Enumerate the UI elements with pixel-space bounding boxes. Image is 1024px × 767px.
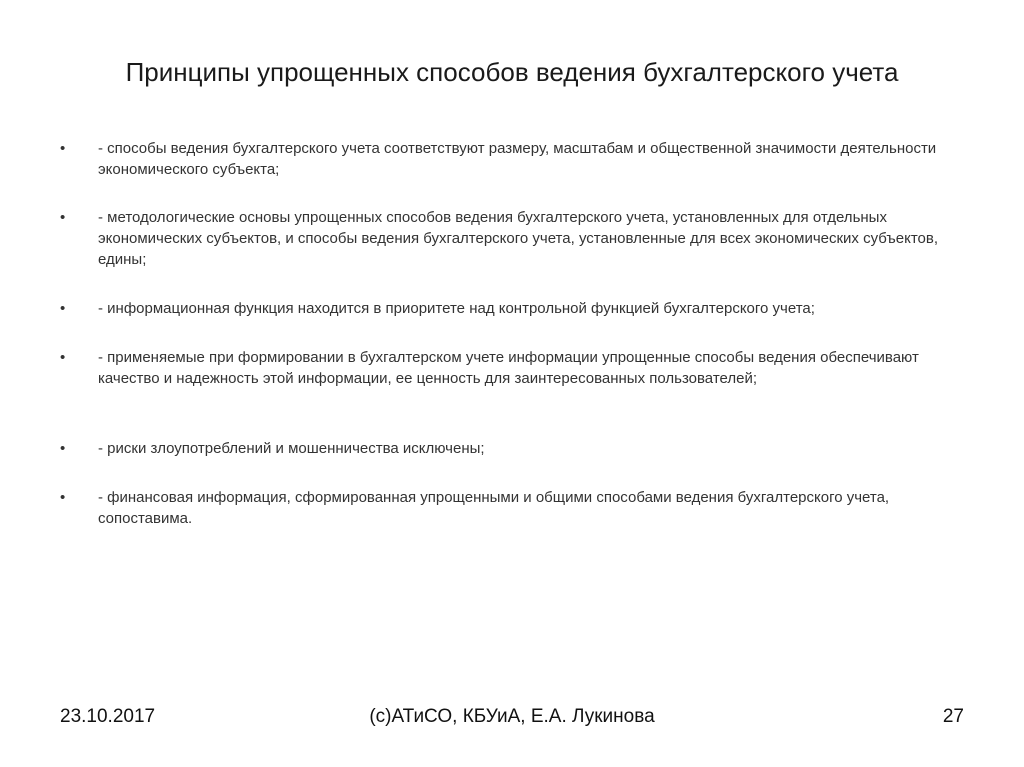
bullet-text: - риски злоупотреблений и мошенничества исключены; xyxy=(98,440,485,457)
bullet-item xyxy=(60,438,960,459)
bullet-marker: • xyxy=(60,440,66,457)
bullet-marker: • xyxy=(60,209,66,226)
bullet-item xyxy=(60,298,960,319)
bullet-text: - применяемые при формировании в бухгалтерском учете информации упрощенные способы ведения обеспечивают качество и надежность этой информации, ее ценность для заинтересованных пользователей; xyxy=(98,349,919,387)
bullet-text: - финансовая информация, сформированная упрощенными и общими способами ведения бухгалтерского учета, сопоставима. xyxy=(98,489,890,527)
bullet-text: - информационная функция находится в приоритете над контрольной функцией бухгалтерского учета; xyxy=(98,300,815,317)
bullet-text: - способы ведения бухгалтерского учета соответствуют размеру, масштабам и общественной значимости деятельности экономического субъекта; xyxy=(98,140,937,178)
bullet-item xyxy=(60,347,960,389)
bullet-item xyxy=(60,207,960,270)
bullet-marker: • xyxy=(60,300,66,317)
bullet-marker: • xyxy=(60,489,66,506)
bullet-text: - методологические основы упрощенных способов ведения бухгалтерского учета, установленных для отдельных экономических субъектов, и способы ведения бухгалтерского учета, установленные для всех экономических субъектов, едины; xyxy=(98,209,938,268)
slide-title: Принципы упрощенных способов ведения бухгалтерского учета xyxy=(125,57,899,87)
bullet-item xyxy=(60,138,960,180)
bullet-item xyxy=(60,487,960,529)
bullet-marker: • xyxy=(60,349,66,366)
bullet-marker: • xyxy=(60,140,66,157)
footer-author: (с)АТиСО, КБУиА, Е.А. Лукинова xyxy=(369,706,655,727)
page-number: 27 xyxy=(942,706,964,727)
footer-date: 23.10.2017 xyxy=(60,706,156,727)
